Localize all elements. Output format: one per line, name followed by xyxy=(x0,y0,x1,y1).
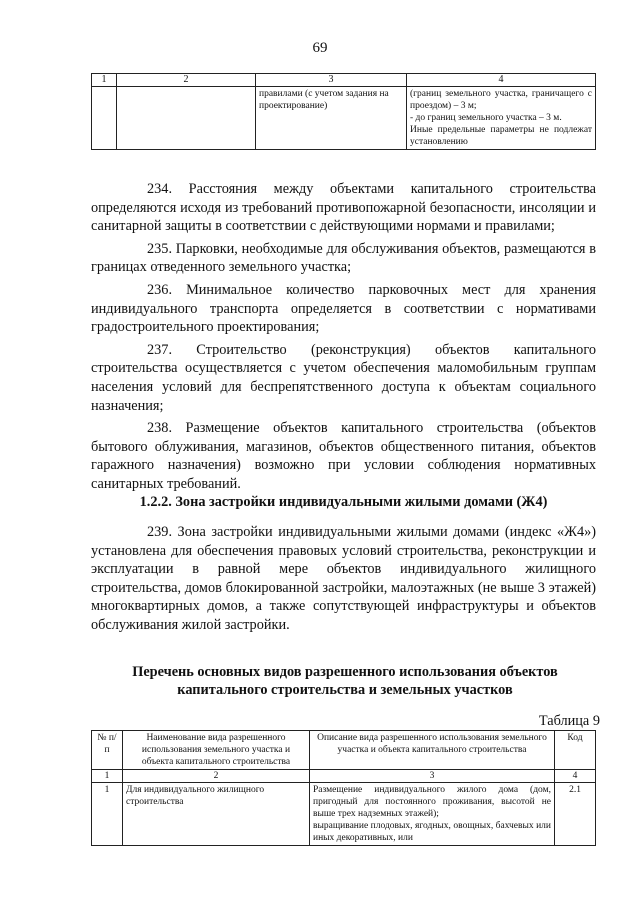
top-table-cell-empty xyxy=(92,87,117,150)
main-table-cell-description xyxy=(310,783,555,846)
top-table xyxy=(91,73,596,150)
paragraph-235: 235. Парковки, необходимые для обслуживания объектов, размещаются в границах отведенного земельного участка; xyxy=(91,240,596,276)
paragraph-237: 237. Строительство (реконструкция) объектов капитального строительства осуществляется с учетом обеспечения маломобильным группам населения условий для беспрепятственного доступа к объектам социального назначения; xyxy=(91,341,596,414)
main-table-cell-number: 1 xyxy=(92,783,123,846)
list-heading: Перечень основных видов разрешенного использования объектов капитального строительства и земельных участков xyxy=(132,664,558,698)
main-table-header-row xyxy=(92,731,596,770)
top-table-header-cell: 1 xyxy=(92,74,117,87)
main-table-row xyxy=(92,783,596,846)
top-table-line: - до границ земельного участка – 3 м. xyxy=(410,113,562,123)
paragraph-238: 238. Размещение объектов капитального строительства (объектов бытового облуживания, магазинов, объектов общественного питания, объектов гаражного назначения) возможно при условии соблюдения нормативных санитарных требований. xyxy=(91,420,596,492)
main-table-number-cell: 1 xyxy=(92,770,123,783)
description-line: выращивание плодовых, ягодных, овощных, бахчевых или иных декоративных, или xyxy=(313,821,551,843)
paragraph-236: 236. Минимальное количество парковочных мест для хранения индивидуального транспорта определяется в соответствии с нормативами градостроительного проектирования; xyxy=(91,281,596,336)
top-table-header-cell: 2 xyxy=(117,74,256,87)
main-table-header-cell: Код xyxy=(555,731,596,770)
top-table-line: Иные предельные параметры не подлежат установлению xyxy=(410,125,592,147)
paragraph-239-block xyxy=(91,523,596,639)
section-heading: 1.2.2. Зона застройки индивидуальными жилыми домами (Ж4) xyxy=(139,494,548,510)
main-table-number-cell: 3 xyxy=(310,770,555,783)
main-table-header-cell: № п/п xyxy=(92,731,123,770)
main-table xyxy=(91,730,596,846)
table-label: Таблица 9 xyxy=(538,713,600,729)
main-table-header-cell: Описание вида разрешенного использования земельного участка и объекта капитального строительства xyxy=(310,731,555,770)
main-table-header-cell: Наименование вида разрешенного использования земельного участка и объекта капитального строительства xyxy=(123,731,310,770)
top-table-cell-empty xyxy=(117,87,256,150)
paragraph-239: 239. Зона застройки индивидуальными жилыми домами (индекс «Ж4») установлена для обеспечения правовых условий строительства, реконструкции и эксплуатации в равной мере объектов индивидуального жилищного строительства, домов блокированной застройки, малоэтажных (не выше 3 этажей) многоквартирных домов, а также сопутствующей инфраструктуры и объектов обслуживания жилой застройки. xyxy=(91,524,596,633)
main-table-cell-code: 2.1 xyxy=(555,783,596,846)
top-table-header-cell: 4 xyxy=(407,74,596,87)
paragraph-234: 234. Расстояния между объектами капитального строительства определяются исходя из требований противопожарной безопасности, инсоляции и санитарной защиты в соответствии с действующими нормами и правилами; xyxy=(91,181,596,235)
top-table-line: (границ земельного участка, граничащего с проездом) – 3 м; xyxy=(410,89,592,111)
description-line: Размещение индивидуального жилого дома (дом, пригодный для постоянного проживания, высотой не выше трех надземных этажей); xyxy=(313,785,551,819)
top-table-header-cell: 3 xyxy=(256,74,407,87)
top-table-row xyxy=(92,87,596,150)
main-table-number-cell: 2 xyxy=(123,770,310,783)
paragraphs-block xyxy=(91,180,596,498)
top-table-header-row xyxy=(92,74,596,87)
page-number: 69 xyxy=(312,40,328,56)
main-table-cell-name: Для индивидуального жилищного строительства xyxy=(123,783,310,846)
main-table-number-row xyxy=(92,770,596,783)
top-table-cell xyxy=(407,87,596,150)
top-table-cell: правилами (с учетом задания на проектирование) xyxy=(256,87,407,150)
main-table-number-cell: 4 xyxy=(555,770,596,783)
